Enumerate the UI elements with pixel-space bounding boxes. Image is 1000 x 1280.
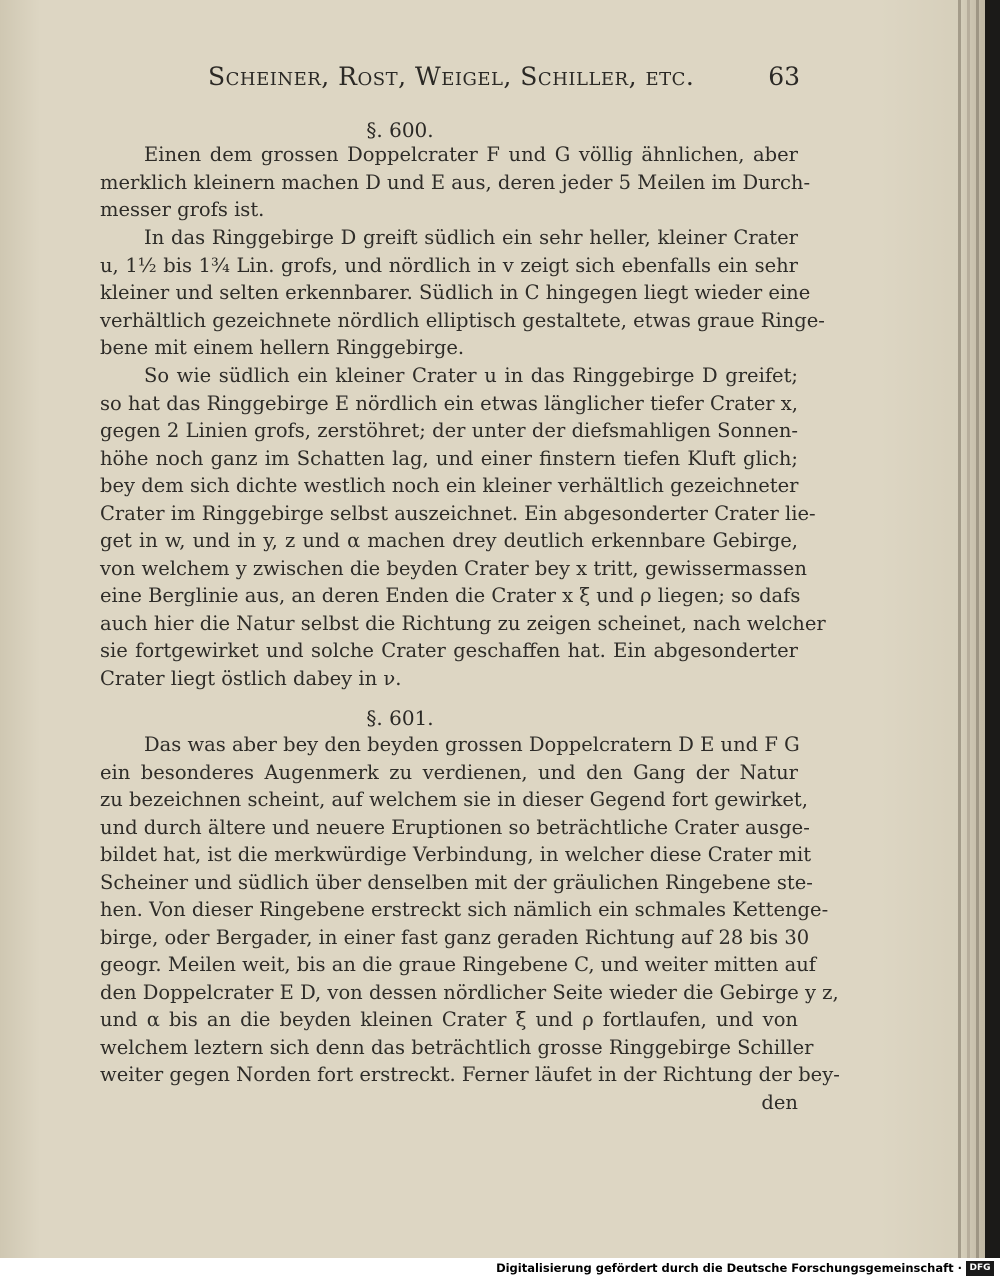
text-line: gegen 2 Linien grofs, zerstöhret; der unter der diefsmahligen Sonnen- — [100, 419, 798, 442]
text-line: eine Berglinie aus, an deren Enden die Crater x ξ und ρ liegen; so dafs — [100, 584, 801, 607]
text-line: geogr. Meilen weit, bis an die graue Ringebene C, und weiter mitten auf — [100, 953, 816, 976]
text-line: ein besonderes Augenmerk zu verdienen, und den Gang der Natur — [100, 760, 798, 784]
page-edge — [967, 0, 970, 1258]
text-line: weiter gegen Norden fort erstreckt. Ferner läufet in der Richtung der bey- — [100, 1063, 840, 1086]
text-line: welchem leztern sich denn das beträchtlich grosse Ringgebirge Schiller — [100, 1035, 814, 1059]
text-line: hen. Von dieser Ringebene erstreckt sich nämlich ein schmales Kettenge- — [100, 898, 829, 921]
text-line: den Doppelcrater E D, von dessen nördlicher Seite wieder die Gebirge y z, — [100, 980, 839, 1004]
text-line: kleiner und selten erkennbarer. Südlich in C hingegen liegt wieder eine — [100, 281, 811, 304]
page-number: 63 — [768, 62, 800, 91]
running-title: Scheiner, Rost, Weigel, Schiller, etc. — [208, 62, 695, 91]
text-line: bene mit einem hellern Ringgebirge. — [100, 336, 465, 359]
text-line: messer grofs ist. — [100, 198, 265, 221]
text-line: Einen dem grossen Doppelcrater F und G völlig ähnlichen, aber — [144, 143, 798, 166]
page-edge — [958, 0, 961, 1258]
text-line: verhältlich gezeichnete nördlich elliptisch gestaltete, etwas graue Ringe- — [100, 308, 825, 332]
page-edge — [976, 0, 979, 1258]
text-line: So wie südlich ein kleiner Crater u in das Ringgebirge D greifet; — [144, 364, 798, 387]
text-line: zu bezeichnen scheint, auf welchem sie in dieser Gegend fort gewirket, — [100, 788, 808, 811]
dfg-logo-icon: DFG — [966, 1261, 994, 1276]
paragraph — [100, 224, 825, 362]
footer-credit: Digitalisierung gefördert durch die Deutsche Forschungsgemeinschaft · — [496, 1261, 962, 1275]
text-line: Das was aber bey den beyden grossen Doppelcratern D E und F G — [144, 733, 800, 756]
text-line: so hat das Ringgebirge E nördlich ein etwas länglicher tiefer Crater x, — [100, 391, 798, 415]
section-heading-600: §. 600. — [366, 118, 434, 142]
text-line: und α bis an die beyden kleinen Crater ξ und ρ fortlaufen, und von — [100, 1008, 798, 1031]
text-line: von welchem y zwischen die beyden Crater bey x tritt, gewissermassen — [100, 556, 807, 580]
text-line: In das Ringgebirge D greift südlich ein sehr heller, kleiner Crater — [144, 226, 798, 249]
text-line: merklich kleinern machen D und E aus, deren jeder 5 Meilen im Durch- — [100, 170, 811, 194]
section-heading-601: §. 601. — [366, 706, 434, 730]
text-line: Crater im Ringgebirge selbst auszeichnet. Ein abgesonderter Crater lie- — [100, 501, 816, 525]
text-line: Scheiner und südlich über denselben mit der gräulichen Ringebene ste- — [100, 870, 813, 894]
text-line: bey dem sich dichte westlich noch ein kleiner verhältlich gezeichneter — [100, 474, 799, 497]
text-line: u, 1½ bis 1¾ Lin. grofs, und nördlich in v zeigt sich ebenfalls ein sehr — [100, 253, 798, 277]
paragraph — [100, 141, 811, 224]
text-line: bildet hat, ist die merkwürdige Verbindung, in welcher diese Crater mit — [100, 843, 812, 866]
text-line: Crater liegt östlich dabey in ν. — [100, 666, 402, 690]
text-line: auch hier die Natur selbst die Richtung zu zeigen scheinet, nach welcher — [100, 611, 826, 635]
text-line: get in w, und in y, z und α machen drey deutlich erkennbare Gebirge, — [100, 529, 798, 552]
page-header — [100, 62, 800, 102]
paragraph — [100, 731, 840, 1116]
text-line: höhe noch ganz im Schatten lag, und einer finstern tiefen Kluft glich; — [100, 446, 798, 470]
catchword: den — [761, 1090, 798, 1114]
text-line: birge, oder Bergader, in einer fast ganz geraden Richtung auf 28 bis 30 — [100, 925, 810, 949]
paragraph — [100, 362, 826, 692]
text-line: sie fortgewirket und solche Crater geschaffen hat. Ein abgesonderter — [100, 639, 798, 662]
text-line: und durch ältere und neuere Eruptionen so beträchtliche Crater ausge- — [100, 815, 810, 839]
digitization-footer — [0, 1258, 1000, 1280]
